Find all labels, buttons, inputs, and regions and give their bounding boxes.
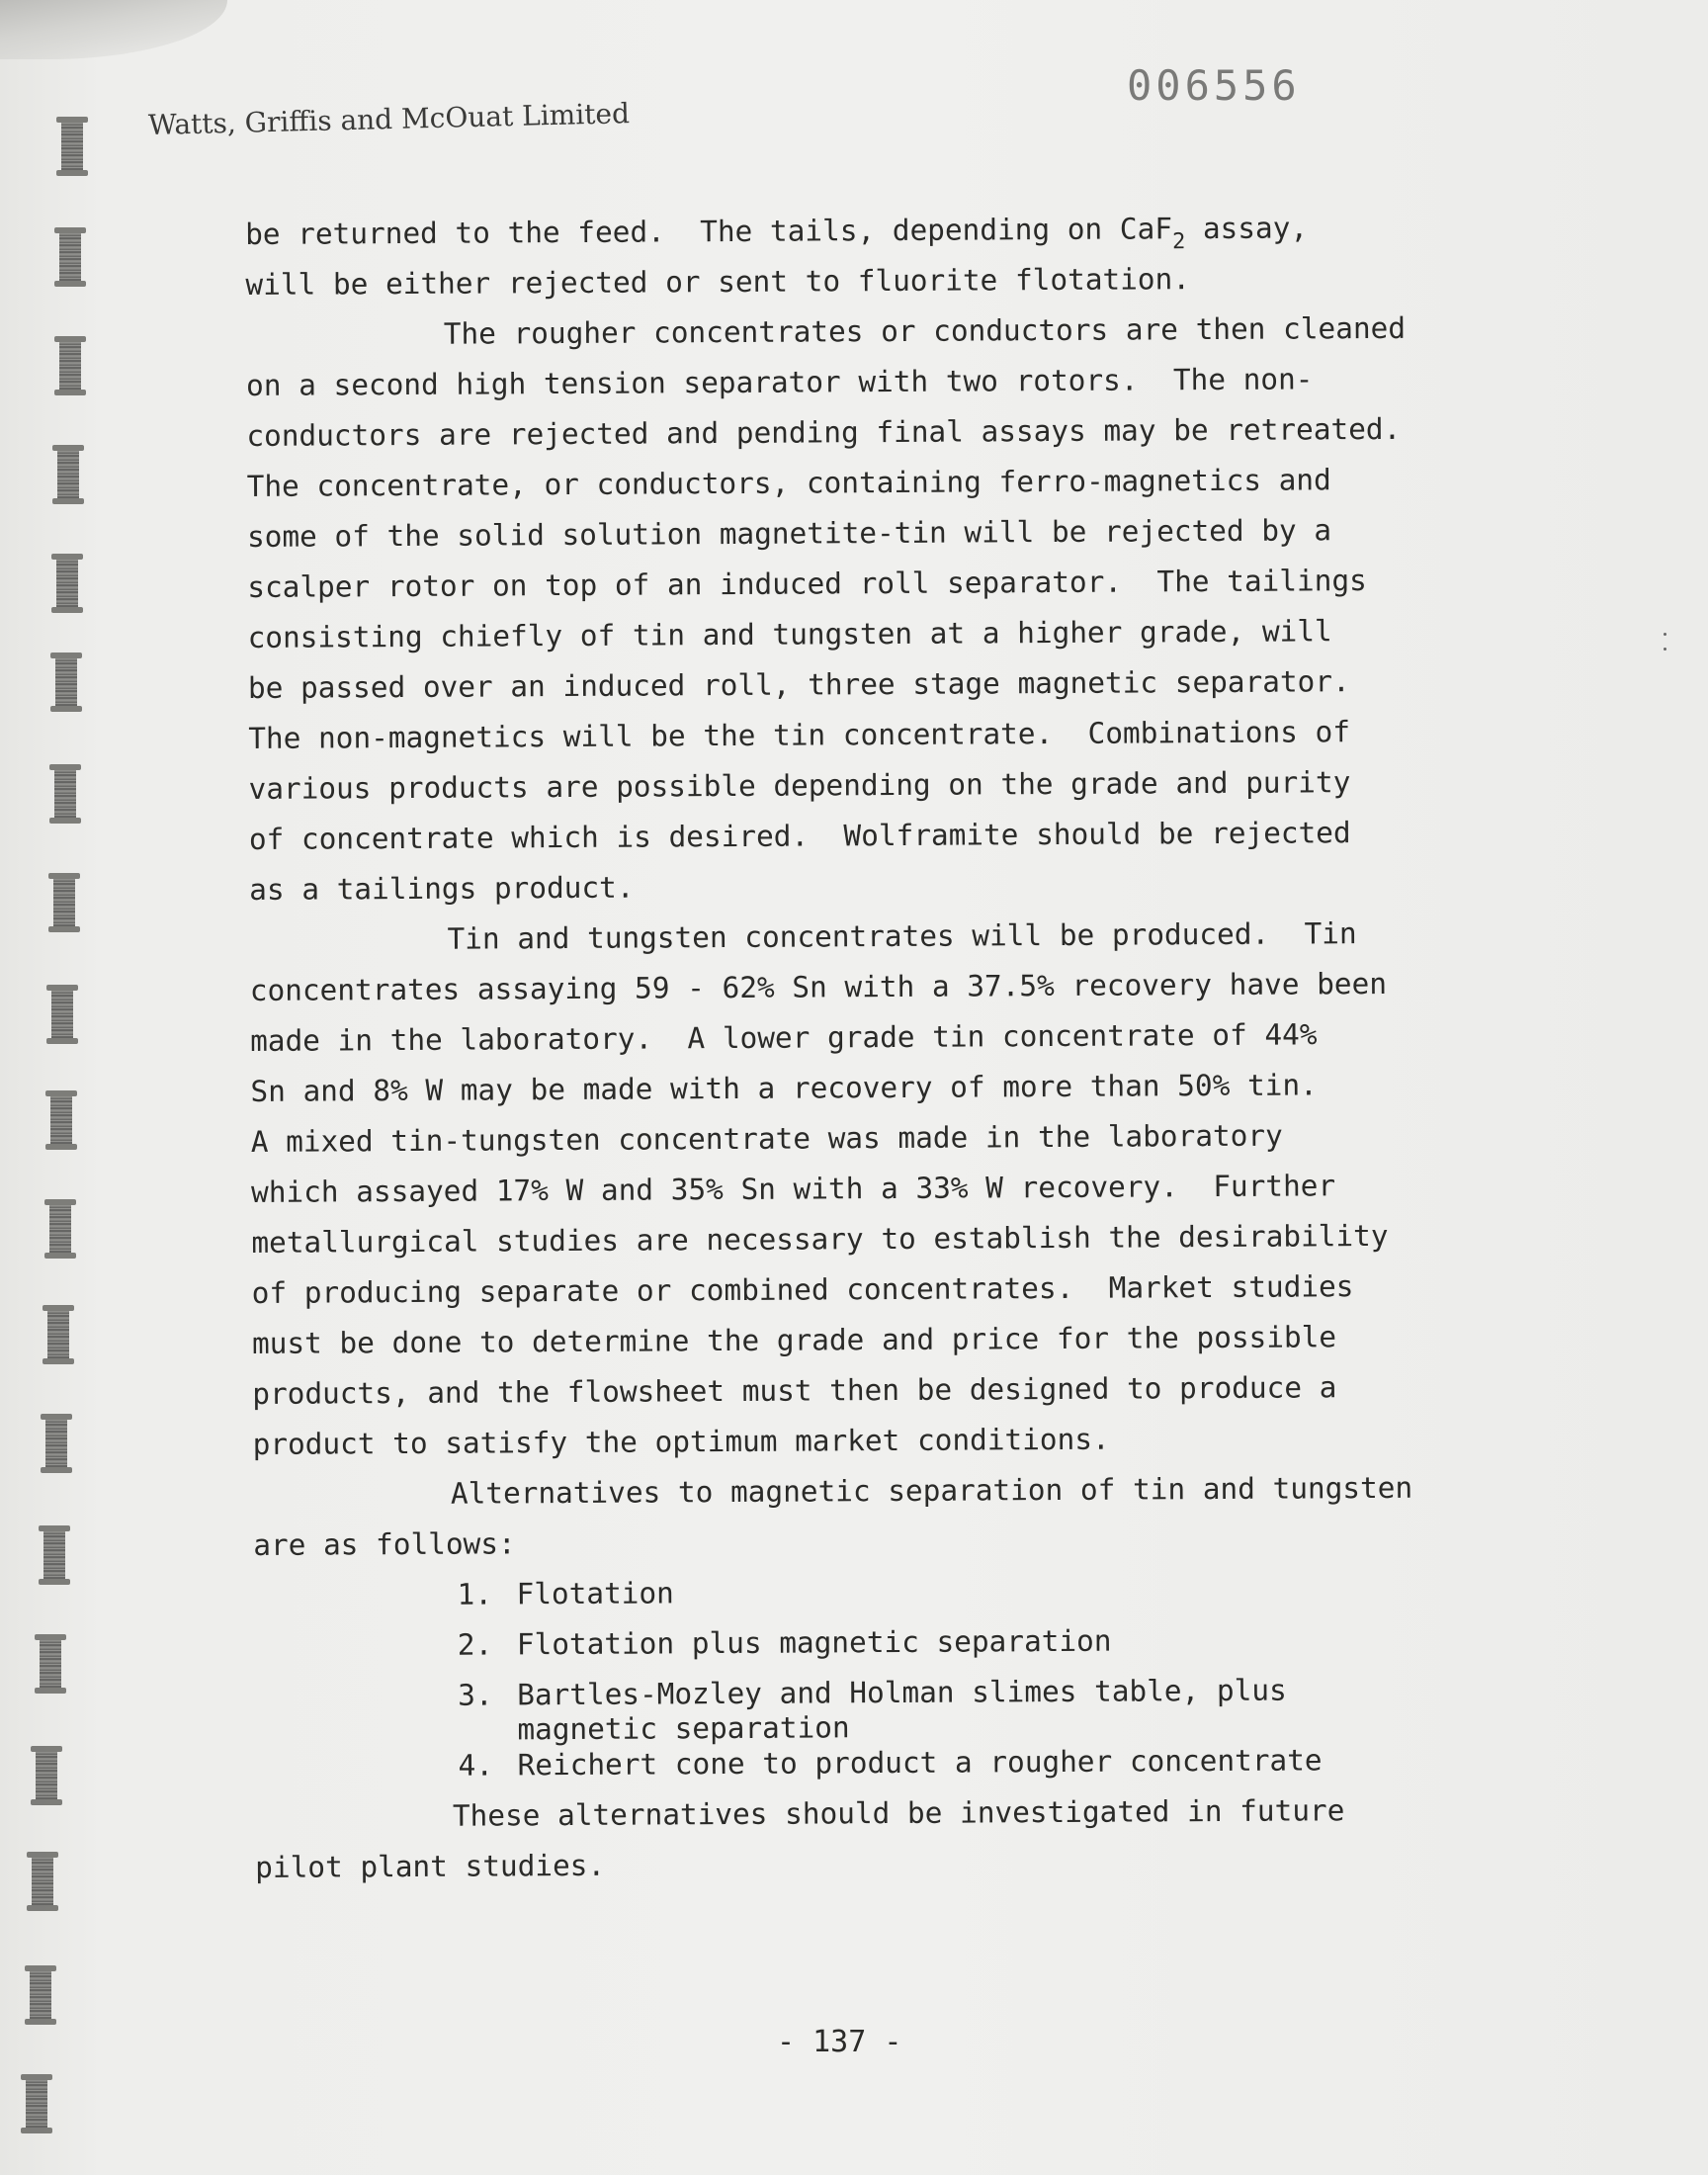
list-item: 4. Reichert cone to product a rougher concentrate xyxy=(458,1743,1323,1783)
binding-holes xyxy=(0,0,89,2175)
text-line: be returned to the feed. The tails, depending on CaF$_2$ assay, xyxy=(245,211,1309,255)
text-line: be passed over an induced roll, three stage magnetic separator. xyxy=(247,664,1350,705)
text-line: Tin and tungsten concentrates will be produced. Tin xyxy=(447,916,1357,956)
text-line: The non-magnetics will be the tin concentrate. Combinations of xyxy=(248,715,1351,755)
text-line: of producing separate or combined concentrates. Market studies xyxy=(251,1269,1354,1310)
binding-hole xyxy=(59,338,81,393)
text-line: products, and the flowsheet must then be designed to produce a xyxy=(252,1370,1337,1411)
text-line: Alternatives to magnetic separation of tin and tungsten xyxy=(450,1470,1413,1511)
text-line: as a tailings product. xyxy=(249,870,635,907)
binding-hole xyxy=(47,1307,69,1362)
letterhead: Watts, Griffis and McOuat Limited xyxy=(147,97,631,141)
page-number: - 137 - xyxy=(777,2025,902,2059)
list-item: 1. Flotation xyxy=(457,1576,674,1611)
binding-hole xyxy=(32,1854,53,1909)
text-line: The concentrate, or conductors, containing ferro-magnetics and xyxy=(246,463,1331,503)
binding-hole xyxy=(57,447,79,502)
binding-hole xyxy=(30,1967,51,2023)
binding-hole xyxy=(51,987,73,1042)
text-line: of concentrate which is desired. Wolframite should be rejected xyxy=(248,816,1351,856)
binding-hole xyxy=(36,1748,57,1803)
text-line: These alternatives should be investigated in future xyxy=(452,1793,1345,1833)
binding-hole xyxy=(53,875,75,930)
text-line: on a second high tension separator with two rotors. The non- xyxy=(245,362,1314,402)
text-line: some of the solid solution magnetite-tin will be rejected by a xyxy=(246,513,1332,554)
subscript: 2 xyxy=(1171,229,1186,255)
text-line: pilot plant studies. xyxy=(255,1848,606,1884)
binding-hole xyxy=(56,556,78,611)
binding-hole xyxy=(43,1527,65,1583)
text-line: Sn and 8% W may be made with a recovery of more than 50% tin. xyxy=(250,1068,1318,1108)
binding-hole xyxy=(55,654,77,710)
list-item-continuation: magnetic separation xyxy=(517,1710,850,1747)
binding-hole xyxy=(61,119,83,174)
text-line: various products are possible depending on the grade and purity xyxy=(248,765,1351,806)
body-text xyxy=(245,202,1570,1893)
binding-hole xyxy=(59,229,81,285)
binding-hole xyxy=(40,1636,61,1692)
list-item: 3. Bartles-Mozley and Holman slimes table, plus xyxy=(458,1673,1287,1712)
text-line: product to satisfy the optimum market conditions. xyxy=(252,1422,1110,1461)
text-line: The rougher concentrates or conductors are then cleaned xyxy=(443,310,1407,351)
binding-hole xyxy=(50,1092,72,1148)
margin-marks xyxy=(1664,633,1667,662)
text-line: must be done to determine the grade and price for the possible xyxy=(251,1320,1337,1360)
binding-hole xyxy=(54,766,76,822)
text-line: will be either rejected or sent to fluorite flotation. xyxy=(245,262,1191,302)
text-line: made in the laboratory. A lower grade tin concentrate of 44% xyxy=(250,1017,1318,1058)
binding-hole xyxy=(49,1201,71,1257)
document-number: 006556 xyxy=(1127,61,1301,110)
text-line: conductors are rejected and pending final assays may be retreated. xyxy=(246,411,1402,453)
text-line: metallurgical studies are necessary to establish the desirability xyxy=(251,1218,1389,1260)
list-item: 2. Flotation plus magnetic separation xyxy=(457,1623,1112,1662)
text-line: A mixed tin-tungsten concentrate was made in the laboratory xyxy=(250,1118,1283,1159)
text-line: are as follows: xyxy=(253,1526,516,1562)
binding-hole xyxy=(26,2076,47,2132)
text-line: concentrates assaying 59 - 62% Sn with a 37.5% recovery have been xyxy=(249,966,1388,1007)
text-line: which assayed 17% W and 35% Sn with a 33% W recovery. Further xyxy=(250,1169,1336,1209)
text-line: consisting chiefly of tin and tungsten at a higher grade, will xyxy=(247,614,1332,654)
binding-hole xyxy=(45,1416,67,1471)
text-line: scalper rotor on top of an induced roll separator. The tailings xyxy=(247,564,1367,604)
